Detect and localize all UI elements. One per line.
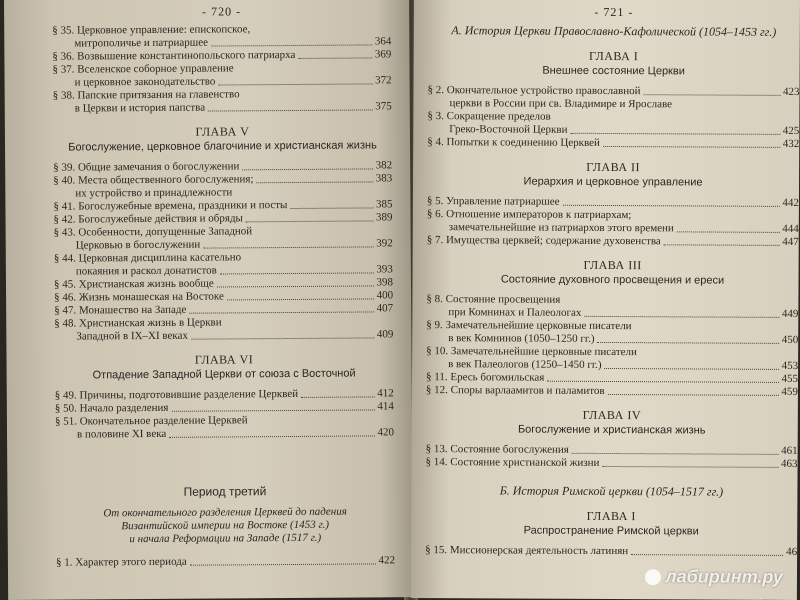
toc-entry-page: 423 bbox=[782, 85, 800, 98]
toc-entry-label: § 8. Состояние просвещения bbox=[426, 293, 561, 306]
toc-entry-page: 389 bbox=[375, 211, 393, 224]
toc-leader-dots bbox=[572, 453, 778, 455]
toc-entry bbox=[54, 250, 393, 278]
toc-entry-page: 393 bbox=[376, 263, 393, 276]
toc-entry-page: 459 bbox=[781, 385, 798, 398]
toc-entry-label: § 3. Сокращение пределов bbox=[427, 110, 551, 123]
toc-entry-label: § 35. Церковное управление: епископское, bbox=[52, 23, 251, 37]
toc-entry-page: 432 bbox=[782, 137, 800, 150]
toc-entry-label: § 7. Имущества церквей; содержание духовенства bbox=[426, 234, 661, 248]
toc-entry-label: § 39. Общие замечания о богослужении bbox=[53, 160, 240, 174]
toc-line bbox=[425, 544, 797, 559]
toc-group bbox=[426, 293, 799, 399]
chapter-label: ГЛАВА II bbox=[586, 159, 641, 175]
toc-entry-page: 409 bbox=[376, 328, 394, 341]
toc-leader-dots bbox=[191, 337, 374, 339]
toc-entry-page: 449 bbox=[781, 307, 799, 320]
toc-entry bbox=[54, 224, 393, 252]
toc-entry-sublabel: замечательнейшие из патриархов этого времени bbox=[448, 221, 674, 235]
toc-leader-dots bbox=[608, 394, 779, 396]
toc-entry-page: 420 bbox=[377, 426, 395, 439]
toc-entry-label: § 43. Особенности, допущенные Западной bbox=[53, 225, 253, 239]
toc-entry bbox=[52, 22, 391, 50]
chapter-label: ГЛАВА VI bbox=[194, 352, 254, 367]
toc-group bbox=[56, 554, 395, 569]
toc-leader-dots bbox=[563, 205, 780, 207]
toc-leader-dots bbox=[664, 244, 779, 246]
toc-entry-label: § 15. Миссионерская деятельность латинян bbox=[425, 544, 629, 558]
toc-entry-label: § 1. Характер этого периода bbox=[55, 555, 187, 569]
toc-entry-label: § 38. Папские притязания на главенство bbox=[52, 88, 240, 102]
toc-entry-sublabel: Западной в IX–XI веках bbox=[76, 329, 189, 343]
toc-entry bbox=[55, 413, 394, 441]
toc-entry-page: 425 bbox=[782, 124, 800, 137]
toc-entry bbox=[52, 61, 391, 89]
toc-entry-page: 398 bbox=[376, 276, 394, 289]
toc-entry-label: § 5. Управление патриаршее bbox=[426, 195, 560, 208]
toc-leader-dots bbox=[203, 246, 373, 248]
toc-entry-label: § 49. Причины, подготовившие разделение Церквей bbox=[54, 387, 299, 402]
toc-entry-sublabel: Церковью в богослужении bbox=[75, 238, 201, 252]
toc-entry-sublabel: их устройство и принадлежности bbox=[75, 186, 233, 200]
page-number: - 721 - bbox=[594, 4, 634, 20]
toc-entry-page: 400 bbox=[376, 289, 394, 302]
toc-entry-sublabel: и церковное законодательство bbox=[74, 75, 216, 89]
toc-entry-page: 385 bbox=[375, 198, 393, 211]
toc-entry-page: 422 bbox=[378, 554, 395, 567]
toc-leader-dots bbox=[677, 231, 779, 233]
toc-entry bbox=[427, 208, 799, 236]
period-subtitle-line: и начала Реформации на Западе (1517 г.) bbox=[129, 531, 322, 546]
toc-entry-label: § 6. Отношение императоров к патриархам; bbox=[426, 208, 632, 222]
toc-group bbox=[427, 195, 799, 249]
toc-entry-sublabel: Греко-Восточной Церкви bbox=[449, 123, 568, 136]
toc-entry-page: 447 bbox=[782, 235, 799, 248]
toc-entry-label: § 13. Состояние богослужения bbox=[425, 443, 569, 456]
toc-leader-dots bbox=[298, 57, 372, 59]
toc-entry-label: § 44. Церковная дисциплина касательно bbox=[53, 251, 242, 265]
toc-entry-page: 407 bbox=[376, 302, 394, 315]
watermark bbox=[645, 566, 783, 588]
toc-line bbox=[53, 100, 392, 115]
toc-entry-page: 375 bbox=[375, 100, 392, 113]
chapter-label: ГЛАВА I bbox=[586, 508, 636, 524]
toc-entry-label: § 2. Окончательное устройство православной bbox=[427, 84, 641, 98]
right-page bbox=[411, 0, 800, 600]
chapter-label: ГЛАВА III bbox=[583, 257, 642, 273]
period-subtitle-line: Византийской империи на Востоке (1453 г.) bbox=[121, 518, 330, 533]
toc-leader-dots bbox=[217, 285, 374, 287]
toc-entry-sublabel: митрополичье и патриаршее bbox=[74, 36, 209, 50]
toc-entry-page: 414 bbox=[377, 400, 394, 413]
toc-entry-label: § 36. Возвышение константинопольского патриарха bbox=[52, 48, 296, 63]
toc-entry-page: 372 bbox=[375, 74, 392, 87]
toc-entry bbox=[427, 136, 799, 151]
toc-entry-page: 369 bbox=[374, 48, 392, 61]
toc-leader-dots bbox=[227, 298, 374, 300]
toc-leader-dots bbox=[171, 409, 374, 411]
toc-leader-dots bbox=[547, 381, 778, 383]
toc-leader-dots bbox=[169, 435, 374, 437]
toc-line bbox=[426, 456, 798, 471]
running-head: А. История Церкви Православно-Кафолической (1054–1453 гг.) bbox=[451, 23, 777, 39]
toc-entry-sublabel: в Церкви и история папства bbox=[74, 101, 206, 115]
chapter-title: Богослужение, церковное благочиние и христианская жизнь bbox=[68, 139, 377, 154]
toc-group bbox=[425, 544, 797, 559]
toc-entry-label: § 9. Замечательнейшие церковные писатели bbox=[426, 319, 632, 333]
toc-leader-dots bbox=[189, 311, 373, 313]
toc-entry bbox=[53, 87, 392, 115]
toc-entry-sublabel: покаяния и раскол донатистов bbox=[75, 264, 217, 278]
toc-entry-page: 392 bbox=[376, 237, 393, 250]
toc-line bbox=[427, 136, 799, 151]
chapter-title: Иерархия и церковное управление bbox=[523, 175, 703, 189]
toc-entry-label: § 12. Споры варлаамитов и паламитов bbox=[425, 384, 605, 397]
toc-leader-dots bbox=[211, 44, 372, 46]
toc-entry bbox=[426, 456, 798, 471]
toc-entry-page: 455 bbox=[781, 372, 799, 385]
chapter-title: Богослужение и христианская жизнь bbox=[517, 423, 706, 437]
page-number: - 720 - bbox=[202, 4, 242, 19]
watermark-text: лабиринт.ру bbox=[665, 566, 784, 587]
toc-entry-label: § 46. Жизнь монашеская на Востоке bbox=[54, 290, 224, 304]
period-title: Период третий bbox=[183, 484, 267, 499]
toc-entry-label: § 11. Ересь богомильская bbox=[425, 371, 545, 384]
toc-entry-page: 450 bbox=[781, 333, 799, 346]
toc-entry-label: § 47. Монашество на Западе bbox=[54, 303, 187, 317]
toc-leader-dots bbox=[242, 168, 372, 170]
toc-leader-dots bbox=[301, 396, 374, 398]
toc-leader-dots bbox=[218, 83, 372, 85]
toc-entry bbox=[56, 554, 395, 569]
toc-entry-label: § 50. Начало разделения bbox=[54, 401, 169, 415]
toc-entry-page: 444 bbox=[782, 222, 799, 235]
toc-group bbox=[427, 84, 799, 151]
toc-entry bbox=[426, 384, 798, 399]
toc-leader-dots bbox=[208, 109, 372, 111]
toc-entry-page: 442 bbox=[782, 196, 799, 209]
toc-entry-label: § 10. Замечательнейшие церковные писатели bbox=[426, 345, 637, 359]
toc-group bbox=[53, 159, 393, 343]
chapter-label: ГЛАВА IV bbox=[582, 407, 642, 423]
toc-leader-dots bbox=[643, 94, 780, 96]
toc-line bbox=[54, 328, 393, 343]
toc-leader-dots bbox=[605, 368, 779, 370]
toc-leader-dots bbox=[603, 146, 780, 148]
toc-entry-label: § 42. Богослужебные действия и обряды bbox=[53, 212, 243, 226]
section-heading: Б. История Римской церкви (1054–1517 гг.) bbox=[499, 483, 724, 499]
chapter-title: Распространение Римской церкви bbox=[523, 524, 699, 538]
toc-leader-dots bbox=[570, 133, 779, 135]
chapter-title: Отпадение Западной Церкви от союза с Восточной bbox=[92, 367, 356, 382]
toc-line bbox=[426, 384, 798, 399]
chapter-title: Состояние духовного просвещения и ереси bbox=[500, 273, 725, 287]
toc-entry bbox=[54, 315, 393, 343]
toc-entry-page: 383 bbox=[375, 172, 393, 185]
toc-entry-page: 453 bbox=[781, 359, 799, 372]
toc-entry-page: 461 bbox=[781, 444, 798, 457]
toc-entry-sublabel: при Комнинах и Палеологах bbox=[448, 306, 582, 319]
toc-leader-dots bbox=[246, 220, 373, 222]
toc-entry-label: § 41. Богослужебные времена, праздники и посты bbox=[53, 199, 288, 213]
toc-entry bbox=[426, 345, 798, 373]
toc-entry-page: 364 bbox=[374, 35, 392, 48]
toc-entry-sublabel: церкви в России при св. Владимире и Ярославе bbox=[449, 97, 673, 111]
toc-entry bbox=[426, 293, 798, 321]
toc-leader-dots bbox=[190, 563, 376, 565]
toc-leader-dots bbox=[631, 554, 783, 556]
toc-entry bbox=[426, 319, 798, 347]
toc-entry-label: § 4. Попытки к соединению Церквей bbox=[427, 136, 600, 149]
toc-entry-label: § 14. Состояние христианской жизни bbox=[425, 456, 600, 469]
toc-leader-dots bbox=[584, 316, 778, 318]
toc-entry-label: § 51. Окончательное разделение Церквей bbox=[54, 414, 248, 428]
toc-entry-page: 46 bbox=[786, 545, 798, 558]
toc-entry bbox=[427, 234, 799, 249]
toc-group bbox=[426, 443, 798, 471]
chapter-title: Внешнее состояние Церкви bbox=[542, 64, 685, 78]
toc-entry-label: § 40. Места общественного богослужения; bbox=[53, 173, 254, 187]
toc-entry-label: § 48. Христианская жизнь в Церкви bbox=[54, 316, 222, 330]
toc-entry-sublabel: в половине XI века bbox=[76, 427, 167, 441]
toc-leader-dots bbox=[257, 181, 373, 183]
toc-entry-sublabel: в век Комнинов (1050–1250 гг.) bbox=[448, 332, 595, 345]
toc-leader-dots bbox=[220, 272, 374, 274]
toc-entry bbox=[427, 110, 799, 138]
toc-line bbox=[55, 426, 394, 441]
toc-entry-label: § 37. Вселенское соборное управление bbox=[52, 62, 234, 76]
left-page bbox=[4, 0, 413, 600]
toc-entry-sublabel: в век Палеологов (1250–1450 гг.) bbox=[448, 358, 602, 371]
toc-entry-page: 463 bbox=[781, 457, 798, 470]
toc-group bbox=[52, 22, 392, 115]
toc-entry bbox=[53, 172, 392, 200]
toc-entry bbox=[425, 544, 797, 559]
toc-leader-dots bbox=[598, 342, 779, 344]
toc-entry bbox=[427, 84, 799, 112]
period-subtitle-line: От окончательного разделения Церквей до падения bbox=[103, 505, 347, 520]
toc-leader-dots bbox=[290, 207, 373, 209]
chapter-label: ГЛАВА I bbox=[589, 48, 639, 64]
toc-entry-page: 412 bbox=[377, 387, 394, 400]
toc-line bbox=[56, 554, 395, 569]
toc-line bbox=[427, 234, 799, 249]
period-subtitle bbox=[56, 505, 395, 546]
toc-entry-label: § 45. Христианская жизнь вообще bbox=[53, 277, 214, 291]
toc-leader-dots bbox=[602, 466, 778, 468]
toc-entry-page: 382 bbox=[375, 159, 393, 172]
labyrinth-logo-icon bbox=[645, 569, 661, 585]
chapter-label: ГЛАВА V bbox=[195, 124, 250, 139]
toc-group bbox=[55, 387, 394, 441]
